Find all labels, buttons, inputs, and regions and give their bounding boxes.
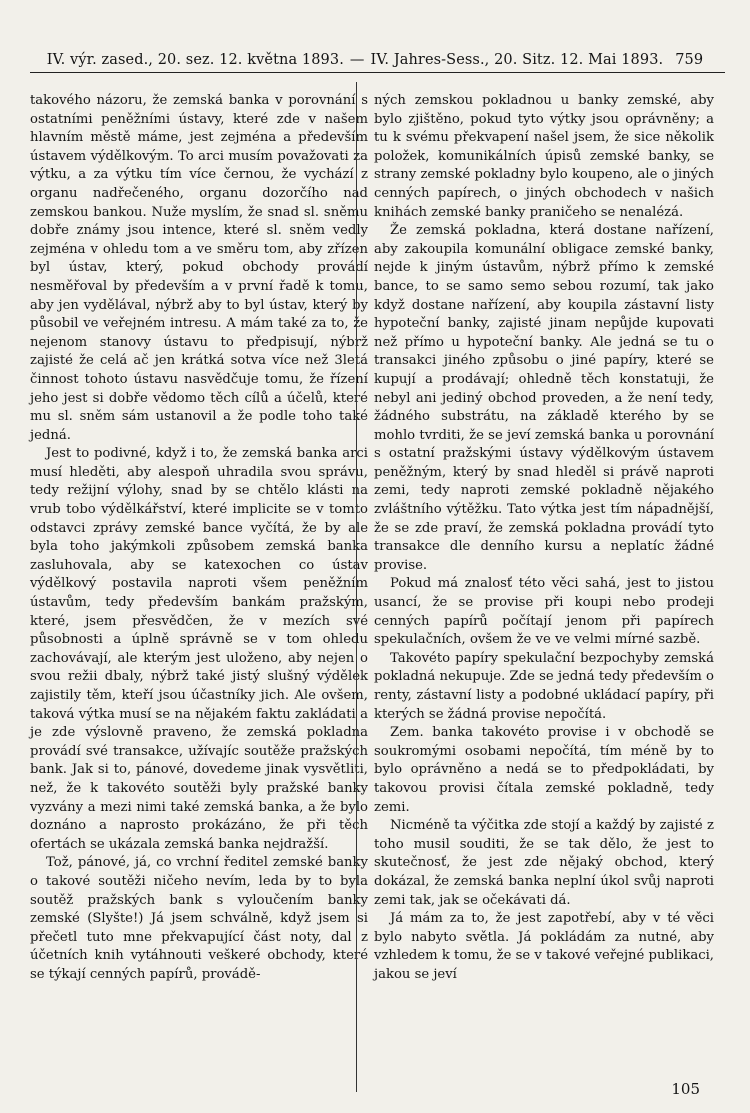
paragraph: Pokud má znalosť této věci sahá, jest to jistou usancí, že se provise při koupi nebo prodeji cenných papírů počítají jenom při papírech spekulačních, ovšem že ve ve velmi mírné sazbě. — [374, 576, 714, 648]
column-divider — [356, 82, 357, 1092]
header-czech: IV. výr. zased., 20. sez. 12. května 1893. — [46, 52, 344, 68]
paragraph: Já mám za to, že jest zapotřebí, aby v té věci bylo nabyto světla. Já pokládám za nutné, aby vzhledem k tomu, že se v takové veřejné publikaci, jakou se jeví — [374, 911, 714, 982]
header-rule — [30, 72, 725, 73]
paragraph: takového názoru, že zemská banka v porovnání s ostatními peněžními ústavy, které zde v našem hlavním městě máme, jest zejména a především ústavem výdělkovým. To arci musím považovati za výtku, a za výtku tím více černou, že vychází z organu nadřečeného, organu dozorčího nad zemskou bankou. Nuže myslím, že snad sl. sněmu dobře známy jsou intence, které sl. sněm vedly zejména v ohledu tom a ve směru tom, aby zřízen byl ústav, který, pokud obchody provádí nesměřoval by především a v první řadě k tomu, aby jen vydělával, nýbrž aby to byl ústav, který by působil ve veřejném intresu. A mám také za to, že nejenom stanovy ústavu to předpisují, nýbrž zajisté že celá ač jen krátká sotva více než 3letá činnost tohoto ústavu nasvědčuje tomu, že řízení jeho jest si dobře vědomo těch cílů a účelů, které mu sl. sněm sám ustanovil a že podle toho také jedná. — [30, 93, 368, 443]
paragraph: Jest to podivné, když i to, že zemská banka arci musí hleděti, aby alespoň uhradila svou správu, tedy režijní výlohy, snad by se chtělo klásti na vrub tobo výdělkářství, které implicite se v tomto odstavci zprávy zemské bance vyčítá, že by ale byla toho jakýmkoli způsobem zemská banka zasluhovala, aby se katexochen co ústav výdělkový postavila naproti všem peněžním ústavům, tedy především bankám pražským, které, jsem přesvědčen, že v mezích své působnosti a úplně správně se v tom ohledu zachovávají, ale kterým jest uloženo, aby nejen o svou režii dbaly, nýbrž také jistý slušný výdělek zajistily těm, kteří jsou účastníky jich. Ale ovšem, taková výtka musí se na nějakém faktu zakládati a je zde výslovně praveno, že zemská pokladna provádí své transakce, užívajíc soutěže pražských bank. Jak si to, pánové, dovedeme jinak vysvětliti, než, že k takovéto soutěži byly pražské banky vyzvány a mezi nimi také zemská banka, a že bylo doznáno a naprosto prokázáno, že při těch ofertách se ukázala zemská banka nejdražší. — [30, 446, 368, 852]
paragraph: Takovéto papíry spekulační bezpochyby zemská pokladná nekupuje. Zde se jedná tedy především o renty, zástavní listy a podobné ukládací papíry, při kterých se žádná provise nepočítá. — [374, 650, 714, 722]
header-separator: — — [349, 52, 365, 68]
right-column — [374, 92, 714, 985]
paragraph: Nicméně ta výčitka zde stojí a každý by zajisté z toho musil souditi, že se tak dělo, že jest to skutečnosť, že jest zde nějaký obchod, který dokázal, že zemská banka neplní úkol svůj naproti zemi tak, jak se očekávati dá. — [374, 818, 714, 908]
paragraph: ných zemskou pokladnou u banky zemské, aby bylo zjištěno, pokud tyto výtky jsou oprávněny; a tu k svému překvapení našel jsem, že sice několik položek, komunikálních úpisů zemské banky, se strany zemské pokladny bylo koupeno, ale o jiných cenných papírech, o jiných obchodech v našich knihách zemské banky praničeho se nenalézá. — [374, 93, 714, 220]
running-header — [30, 40, 720, 68]
header-german: IV. Jahres-Sess., 20. Sitz. 12. Mai 1893. — [370, 52, 664, 68]
paragraph: Zem. banka takovéto provise i v obchodě se soukromými osobami nepočítá, tím méně by to bylo oprávněno a nedá se to předpokládati, by takovou provisi čítala zemské pokladně, tedy zemi. — [374, 725, 714, 815]
left-column — [30, 92, 368, 985]
paragraph: Že zemská pokladna, která dostane nařízení, aby zakoupila komunální obligace zemské banky, nejde k jiným ústavům, nýbrž přímo k zemské bance, to se samo semo sebou rozumí, tak jako když dostane nařízení, aby koupila zástavní listy hypoteční banky, zajisté jinam nepůjde kupovati než přímo u hypoteční banky. Ale jedná se tu o transakci jiného způsobu o jiné papíry, které se kupují a prodávají; ohledně těch konstatuji, že nebyl ani jediný obchod proveden, a že není tedy, žádného substrátu, na základě kterého by se mohlo tvrditi, že se jeví zemská banka u porovnání s ostatní pražskými ústavy výdělkovým ústavem peněžným, který by snad hleděl si právě naproti zemi, tedy naproti zemské pokladně nějakého zvláštního výtěžku. Tato výtka jest tím nápadnější, že se zde praví, že zemská pokladna provádí tyto transakce dle denního kursu a neplatíc žádné provise. — [374, 223, 714, 573]
paragraph: Tož, pánové, já, co vrchní ředitel zemské banky o takové soutěži ničeho nevím, leda by to byla soutěž pražských bank s vyloučením banky zemské (Slyšte!) Já jsem schválně, když jsem si přečetl tuto mne překvapující část noty, dal z účetních knih vytáhnouti veškeré obchody, které se týkají cenných papírů, provádě- — [30, 855, 368, 982]
folio-number: 105 — [671, 1080, 700, 1098]
header-page-number: 759 — [675, 52, 704, 68]
